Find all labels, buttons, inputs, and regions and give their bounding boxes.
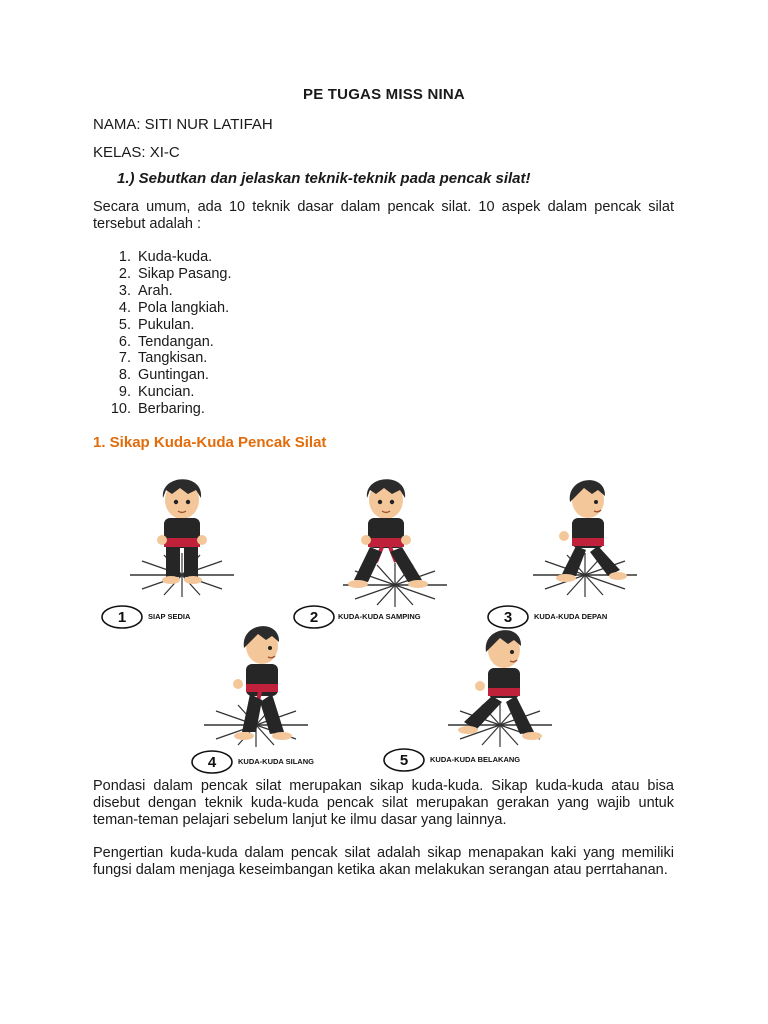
stance-number-4: 4	[207, 754, 217, 771]
list-item	[93, 334, 232, 351]
list-item	[93, 384, 232, 401]
list-label: Tangkisan.	[138, 350, 208, 367]
list-number: 4.	[118, 299, 131, 316]
list-number: 7.	[118, 350, 131, 367]
stance-label-1: SIAP SEDIA	[148, 612, 191, 621]
stance-figure-2	[343, 479, 447, 607]
list-label: Sikap Pasang.	[138, 265, 232, 282]
list-item	[93, 317, 232, 334]
list-label: Kuncian.	[138, 384, 195, 401]
list-label: Pukulan.	[138, 316, 195, 333]
stance-number-2: 2	[309, 609, 319, 626]
body-paragraph-2: Pengertian kuda-kuda dalam pencak silat adalah sikap menapakan kaki yang memiliki fungsi dalam menjaga keseimbangan ketika akan melakukan serangan atau perrtahanan.	[93, 845, 674, 878]
stance-caption-1	[102, 606, 191, 628]
stance-number-5: 5	[399, 752, 409, 769]
stance-figure-4	[204, 626, 308, 747]
list-item	[93, 283, 232, 300]
stance-label-3: KUDA-KUDA DEPAN	[534, 612, 608, 621]
student-name: NAMA: SITI NUR LATIFAH	[93, 116, 273, 133]
technique-list	[93, 249, 232, 418]
list-item	[93, 401, 232, 418]
stance-figure-1	[130, 479, 234, 597]
list-label: Guntingan.	[138, 367, 209, 384]
stance-caption-5	[384, 749, 520, 771]
list-item	[93, 266, 232, 283]
list-number: 9.	[118, 384, 131, 401]
list-label: Berbaring.	[138, 401, 205, 418]
list-number: 3.	[118, 282, 131, 299]
stance-label-5: KUDA-KUDA BELAKANG	[430, 755, 521, 764]
list-item	[93, 300, 232, 317]
stance-number-3: 3	[503, 609, 513, 626]
list-number: 10.	[110, 401, 131, 418]
stance-figure-3	[533, 480, 637, 597]
section-heading: 1. Sikap Kuda-Kuda Pencak Silat	[93, 434, 327, 451]
stance-label-2: KUDA-KUDA SAMPING	[338, 612, 421, 621]
list-label: Kuda-kuda.	[138, 249, 213, 265]
list-label: Tendangan.	[138, 333, 214, 350]
body-paragraph-1: Pondasi dalam pencak silat merupakan sikap kuda-kuda. Sikap kuda-kuda atau bisa disebut dengan teknik kuda-kuda pencak silat merupakan gerakan yang wajib untuk teman-teman pelajari sebelum lanjut ke ilmu dasar yang lainnya.	[93, 778, 674, 828]
stance-label-4: KUDA-KUDA SILANG	[238, 757, 314, 766]
student-class: KELAS: XI-C	[93, 144, 180, 161]
list-label: Arah.	[138, 282, 173, 299]
list-item	[93, 249, 232, 266]
list-item	[93, 367, 232, 384]
list-label: Pola langkiah.	[138, 299, 230, 316]
document-title: PE TUGAS MISS NINA	[303, 86, 465, 103]
intro-paragraph: Secara umum, ada 10 teknik dasar dalam pencak silat. 10 aspek dalam pencak silat tersebut adalah :	[93, 199, 674, 232]
kuda-kuda-illustration	[92, 470, 677, 775]
list-number: 2.	[118, 265, 131, 282]
stance-caption-4	[192, 751, 314, 773]
list-number: 1.	[118, 249, 131, 265]
stance-caption-3	[488, 606, 607, 628]
list-number: 6.	[118, 333, 131, 350]
stance-figure-5	[448, 630, 552, 747]
stance-caption-2	[294, 606, 421, 628]
list-number: 5.	[118, 316, 131, 333]
list-item	[93, 350, 232, 367]
stance-number-1: 1	[117, 609, 127, 626]
list-number: 8.	[118, 367, 131, 384]
question-heading: 1.) Sebutkan dan jelaskan teknik-teknik pada pencak silat!	[117, 170, 531, 187]
